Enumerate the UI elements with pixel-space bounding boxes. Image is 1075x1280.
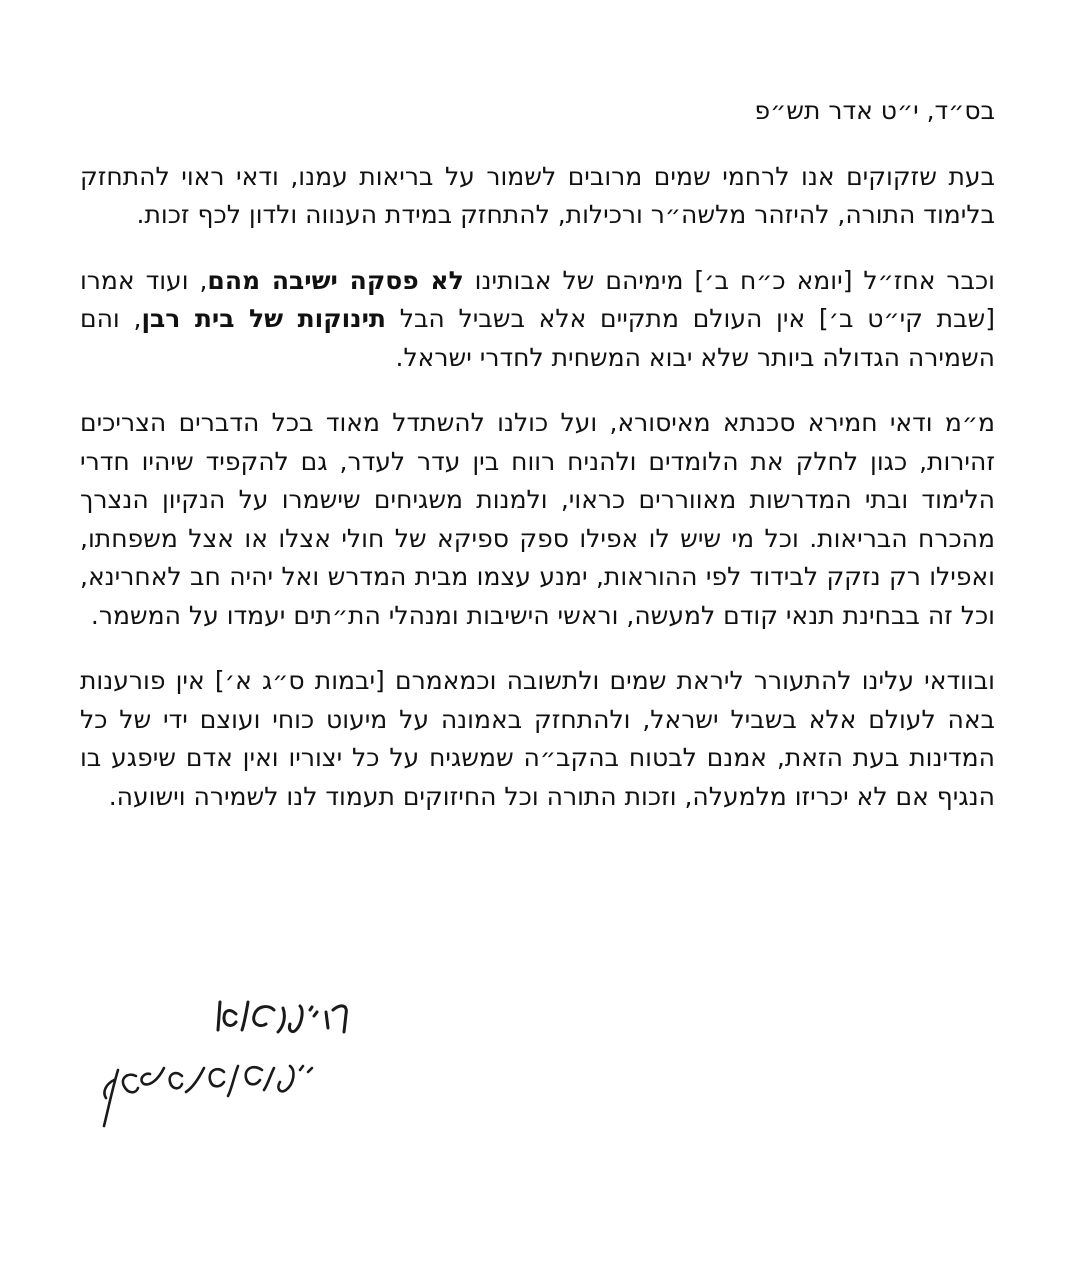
signature-2 xyxy=(104,1066,312,1126)
paragraph-1: בעת שזקוקים אנו לרחמי שמים מרובים לשמור על בריאות עמנו, ודאי ראוי להתחזק בלימוד התורה, להיזהר מלשה״ר ורכילות, להתחזק במידת הענווה ולדון לכף זכות. xyxy=(80,161,995,229)
paragraph-3: מ״מ ודאי חמירא סכנתא מאיסורא, ועל כולנו להשתדל מאוד בכל הדברים הצריכים זהירות, כגון לחלק את הלומדים ולהניח רווח בין עדר לעדר, גם להקפיד שיהיו חדרי הלימוד ובתי המדרשות מאווררים כראוי, ולמנות משגיחים שישמרו על הנקיון הנצרך מהכרח הבריאות. וכל מי שיש לו אפילו ספק ספיקא של חולי אצלו או אצל משפחתו, ואפילו רק נזקק לבידוד לפי ההוראות, ימנע עצמו מבית המדרש ואל יהיה חב לאחרינא, וכל זה בבחינת תנאי קודם למעשה, וראשי הישיבות ומנהלי הת״תים יעמדו על המשמר. xyxy=(80,408,995,630)
letter-date-header: בס״ד, י״ט אדר תש״פ xyxy=(754,96,995,125)
paragraph-2-text-1: וכבר אחז״ל [יומא כ״ח ב׳] מימיהם של אבותינו xyxy=(463,265,995,295)
signature-1 xyxy=(218,1002,346,1032)
letter-body xyxy=(80,92,995,843)
paragraph-2-bold-2: תינוקות של בית רבן xyxy=(141,304,387,333)
paragraph-4: ובוודאי עלינו להתעורר ליראת שמים ולתשובה וכמאמרם [יבמות ס״ג א׳] אין פורענות באה לעולם אלא בשביל ישראל, ולהתחזק באמונה על מיעוט כוחי ועוצם ידי של כל המדינות בעת הזאת, אמנם לבטוח בהקב״ה שמשגיח על כל יצוריו ואין אדם שיפגע בו הנגיף אם לא יכריזו מלמעלה, וזכות התורה וכל החיזוקים תעמוד לנו לשמירה וישועה. xyxy=(80,666,995,811)
handwritten-signatures xyxy=(78,980,388,1140)
paragraph-2 xyxy=(80,262,995,378)
paragraph-2-text-2: , ועוד אמרו [שבת קי״ט ב׳] אין העולם מתקיים אלא בשביל הבל xyxy=(80,265,995,333)
paragraph-2-text-3: , והם השמירה הגדולה ביותר שלא יבוא המשחית לחדרי ישראל. xyxy=(80,304,995,372)
paragraph-2-bold-1: לא פסקה ישיבה מהם xyxy=(207,265,464,295)
